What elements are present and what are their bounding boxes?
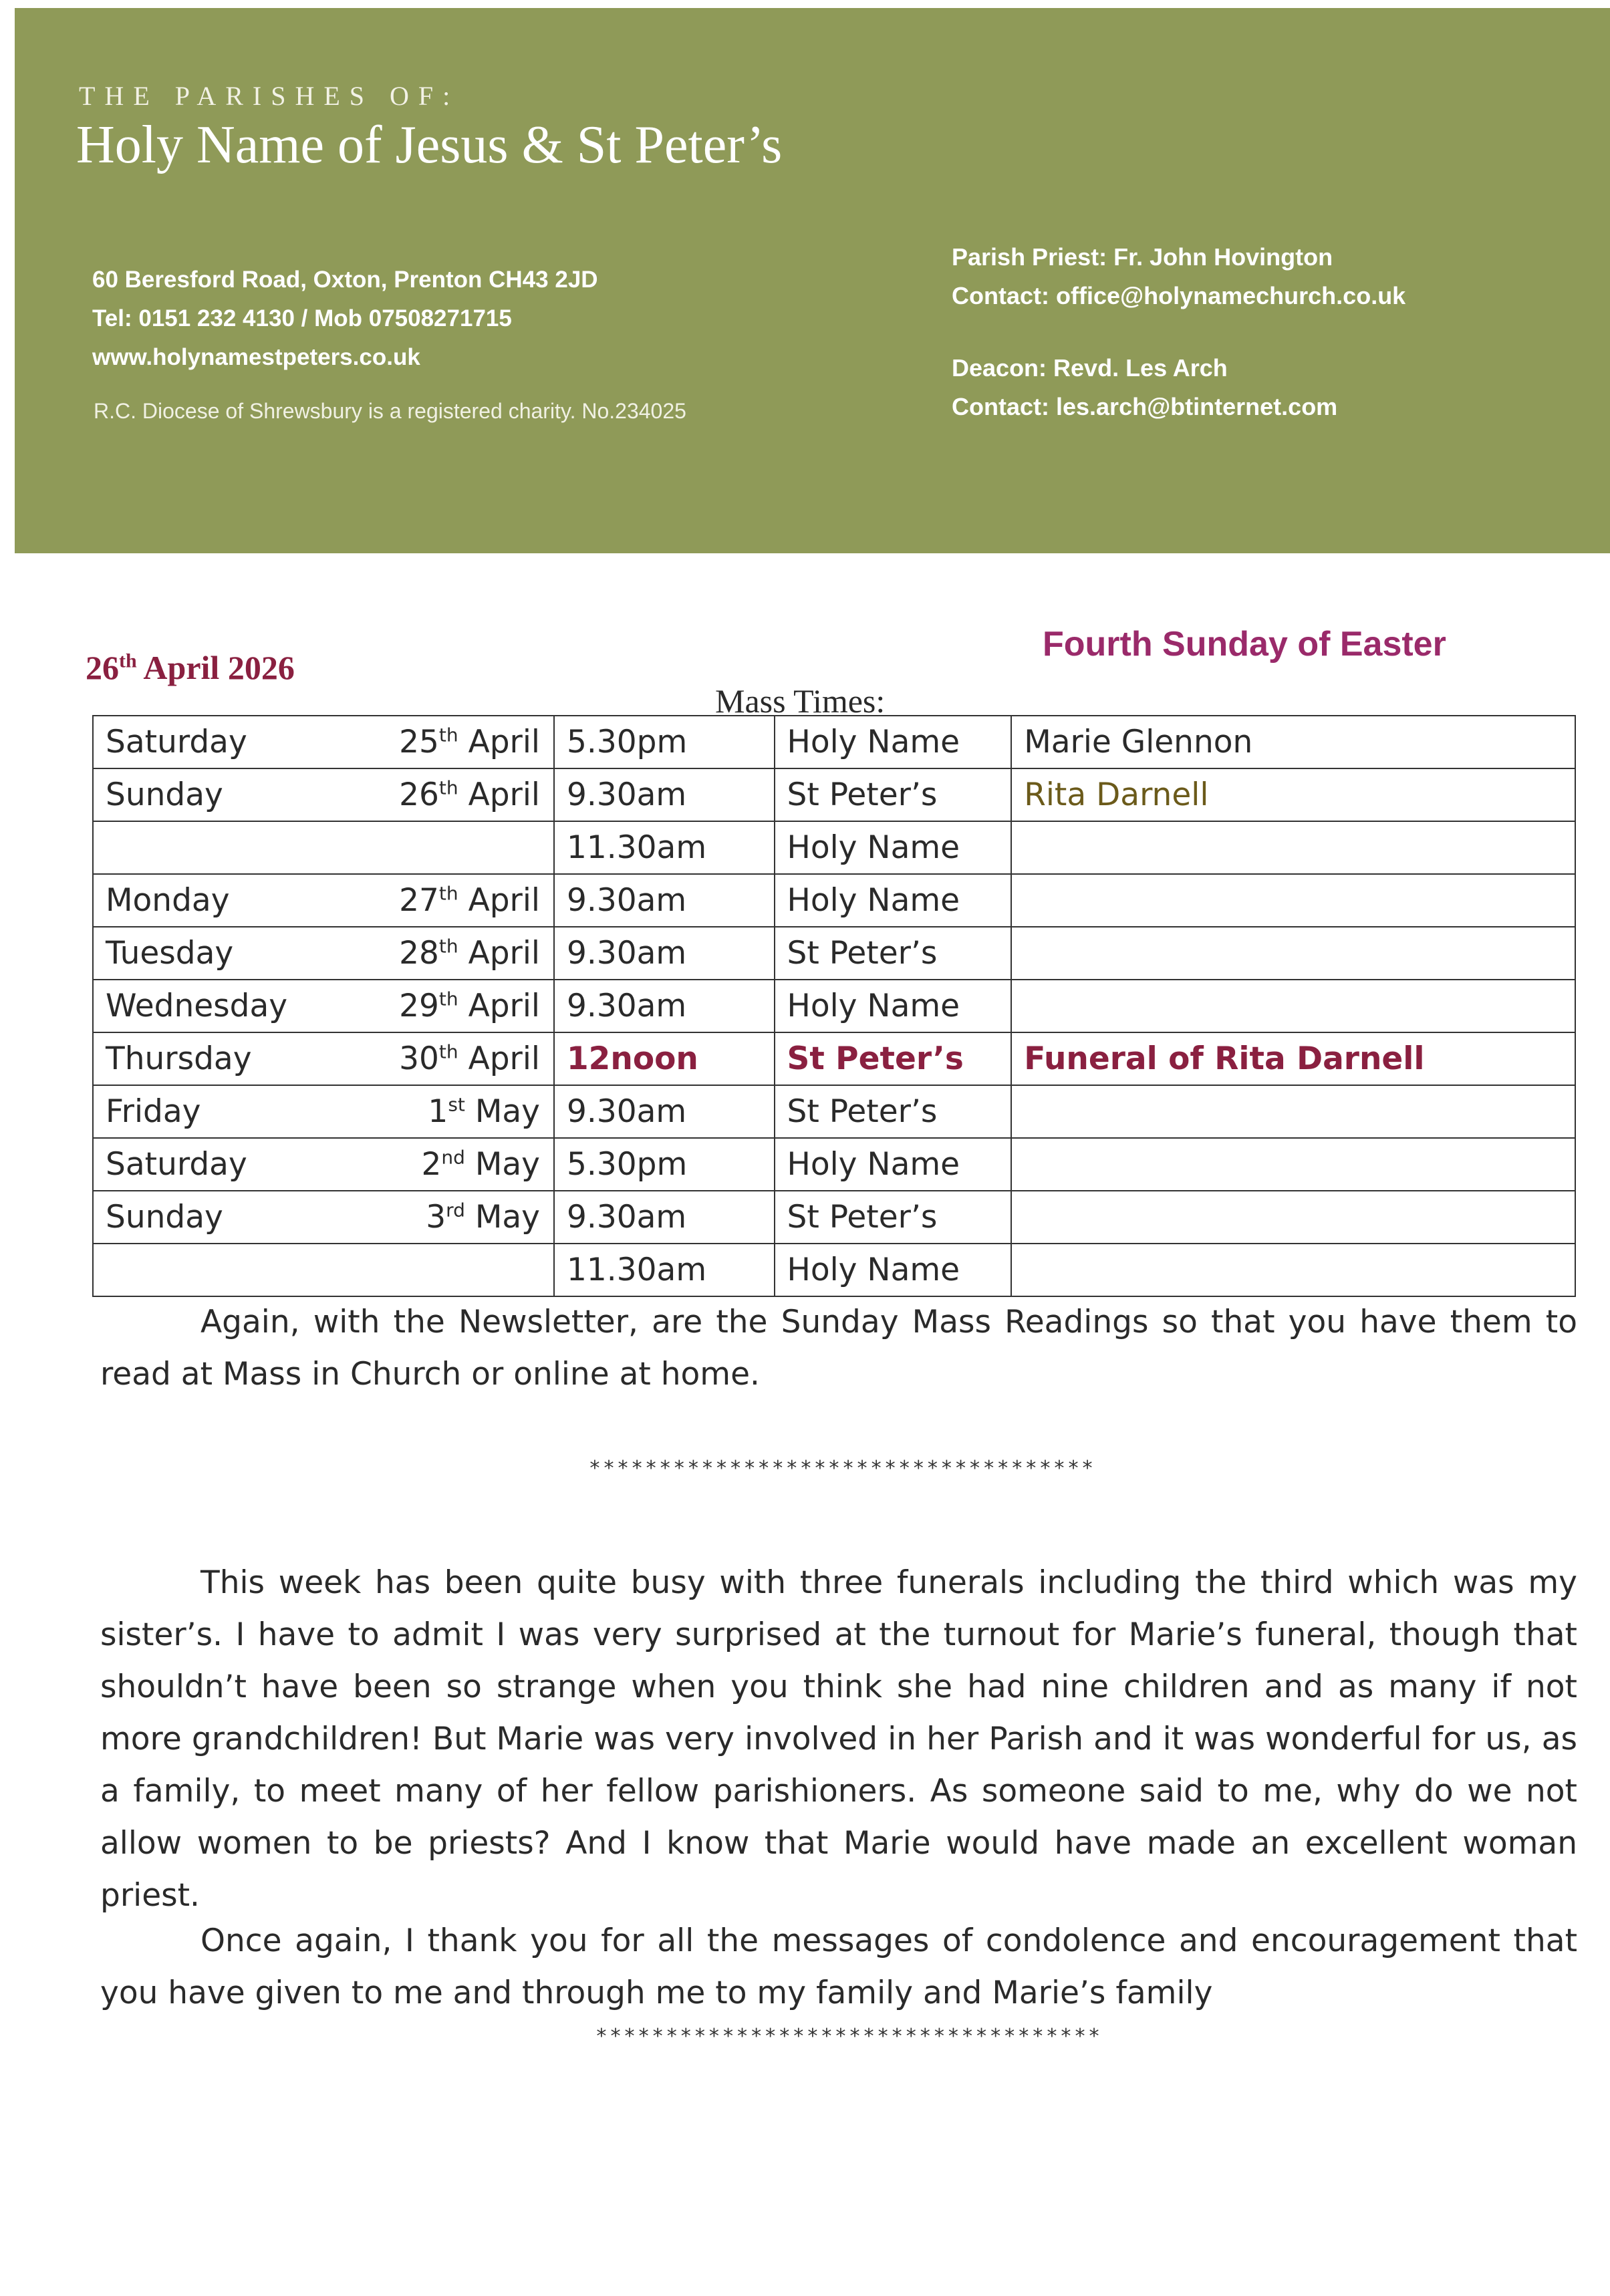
mass-time: 11.30am [554, 821, 775, 874]
mass-row [93, 821, 1575, 874]
mass-times-heading: Mass Times: [715, 682, 886, 720]
mass-day: Monday [106, 882, 230, 919]
mass-time: 9.30am [554, 1191, 775, 1244]
mass-row [93, 1244, 1575, 1296]
mass-date: 2nd May [421, 1146, 540, 1183]
mass-time: 9.30am [554, 1085, 775, 1138]
mass-intention [1011, 1244, 1575, 1296]
mass-time: 5.30pm [554, 1138, 775, 1191]
mass-day: Tuesday [106, 935, 234, 972]
mass-row [93, 1032, 1575, 1085]
mass-row [93, 768, 1575, 821]
mass-church: Holy Name [775, 1244, 1012, 1296]
liturgical-sunday-title: Fourth Sunday of Easter [1043, 625, 1446, 664]
mass-day-cell [93, 1085, 554, 1138]
separator-stars-bottom: ************************************ [595, 2025, 1103, 2048]
deacon-name: Deacon: Revd. Les Arch [952, 354, 1228, 382]
mass-church: Holy Name [775, 874, 1012, 927]
mass-intention [1011, 874, 1575, 927]
mass-date: 26th April [399, 776, 540, 813]
mass-date: 27th April [399, 882, 540, 919]
mass-intention: Marie Glennon [1011, 716, 1575, 768]
mass-time: 9.30am [554, 980, 775, 1032]
website-link[interactable]: www.holynamestpeters.co.uk [92, 344, 420, 370]
mass-time: 11.30am [554, 1244, 775, 1296]
mass-day-cell [93, 1032, 554, 1085]
mass-day-cell [93, 874, 554, 927]
priest-contact-email[interactable]: Contact: office@holynamechurch.co.uk [952, 282, 1406, 309]
mass-day-cell [93, 927, 554, 980]
pastoral-paragraph-2: Once again, I thank you for all the messages of condolence and encouragement that you have given to me and through me to my family and Marie’s family [100, 1922, 1577, 2011]
mass-intention [1011, 1191, 1575, 1244]
mass-church: Holy Name [775, 821, 1012, 874]
mass-day-cell [93, 1138, 554, 1191]
mass-intention: Rita Darnell [1011, 768, 1575, 821]
mass-day-cell [93, 821, 554, 874]
mass-row [93, 1138, 1575, 1191]
mass-church: St Peter’s [775, 1085, 1012, 1138]
mass-day-cell [93, 1191, 554, 1244]
mass-church: Holy Name [775, 980, 1012, 1032]
mass-day-cell [93, 716, 554, 768]
mass-date: 30th April [399, 1040, 540, 1077]
priest-name: Parish Priest: Fr. John Hovington [952, 243, 1333, 271]
mass-time: 9.30am [554, 768, 775, 821]
mass-intention [1011, 980, 1575, 1032]
parish-header-band [15, 8, 1610, 553]
clergy-contacts [952, 238, 1405, 426]
mass-date: 1st May [428, 1093, 540, 1130]
mass-day: Wednesday [106, 988, 288, 1024]
mass-date: 3rd May [426, 1199, 540, 1236]
mass-day: Saturday [106, 724, 247, 760]
mass-row [93, 716, 1575, 768]
mass-row [93, 927, 1575, 980]
mass-date: 25th April [399, 724, 540, 760]
parishes-eyebrow: THE PARISHES OF: [79, 81, 460, 111]
mass-intention [1011, 927, 1575, 980]
mass-church: St Peter’s [775, 1032, 1012, 1085]
parish-title: Holy Name of Jesus & St Peter’s [76, 116, 783, 174]
mass-time: 9.30am [554, 927, 775, 980]
mass-time: 12noon [554, 1032, 775, 1085]
mass-time: 5.30pm [554, 716, 775, 768]
mass-day: Thursday [106, 1040, 252, 1077]
mass-date: 28th April [399, 935, 540, 972]
mass-day-cell [93, 768, 554, 821]
mass-intention [1011, 821, 1575, 874]
mass-day: Sunday [106, 776, 223, 813]
mass-church: St Peter’s [775, 927, 1012, 980]
address-line: 60 Beresford Road, Oxton, Prenton CH43 2JD [92, 267, 598, 293]
mass-row [93, 874, 1575, 927]
mass-intention: Funeral of Rita Darnell [1011, 1032, 1575, 1085]
mass-church: St Peter’s [775, 768, 1012, 821]
charity-notice: R.C. Diocese of Shrewsbury is a registered charity. No.234025 [94, 399, 686, 423]
pastoral-paragraph-1: This week has been quite busy with three funerals including the third which was my sister’s. I have to admit I was very surprised at the turnout for Marie’s funeral, though that shouldn’t have been so strange when you think she had nine children and as many if not more grandchildren! But Marie was very involved in her Parish and it was wonderful for us, as a family, to meet many of her fellow parishioners. As someone said to me, why do we not allow women to be priests? And I know that Marie would have made an excellent woman priest. [100, 1564, 1577, 1914]
mass-intention [1011, 1085, 1575, 1138]
mass-day-cell [93, 980, 554, 1032]
mass-row [93, 1191, 1575, 1244]
deacon-contact-email[interactable]: Contact: les.arch@btinternet.com [952, 393, 1338, 420]
mass-intention [1011, 1138, 1575, 1191]
parish-address-block [92, 261, 598, 377]
mass-day-cell [93, 1244, 554, 1296]
telephone-line: Tel: 0151 232 4130 / Mob 07508271715 [92, 305, 512, 331]
mass-times-table [92, 715, 1576, 1297]
newsletter-date: 26th April 2026 [86, 649, 295, 686]
mass-church: St Peter’s [775, 1191, 1012, 1244]
mass-row [93, 1085, 1575, 1138]
mass-time: 9.30am [554, 874, 775, 927]
mass-date: 29th April [399, 988, 540, 1024]
separator-stars: ************************************ [588, 1457, 1096, 1480]
mass-church: Holy Name [775, 1138, 1012, 1191]
mass-row [93, 980, 1575, 1032]
mass-day: Saturday [106, 1146, 247, 1183]
mass-day: Sunday [106, 1199, 223, 1236]
mass-church: Holy Name [775, 716, 1012, 768]
readings-note: Again, with the Newsletter, are the Sunday Mass Readings so that you have them to read at Mass in Church or online at home. [100, 1304, 1577, 1393]
mass-day: Friday [106, 1093, 201, 1130]
